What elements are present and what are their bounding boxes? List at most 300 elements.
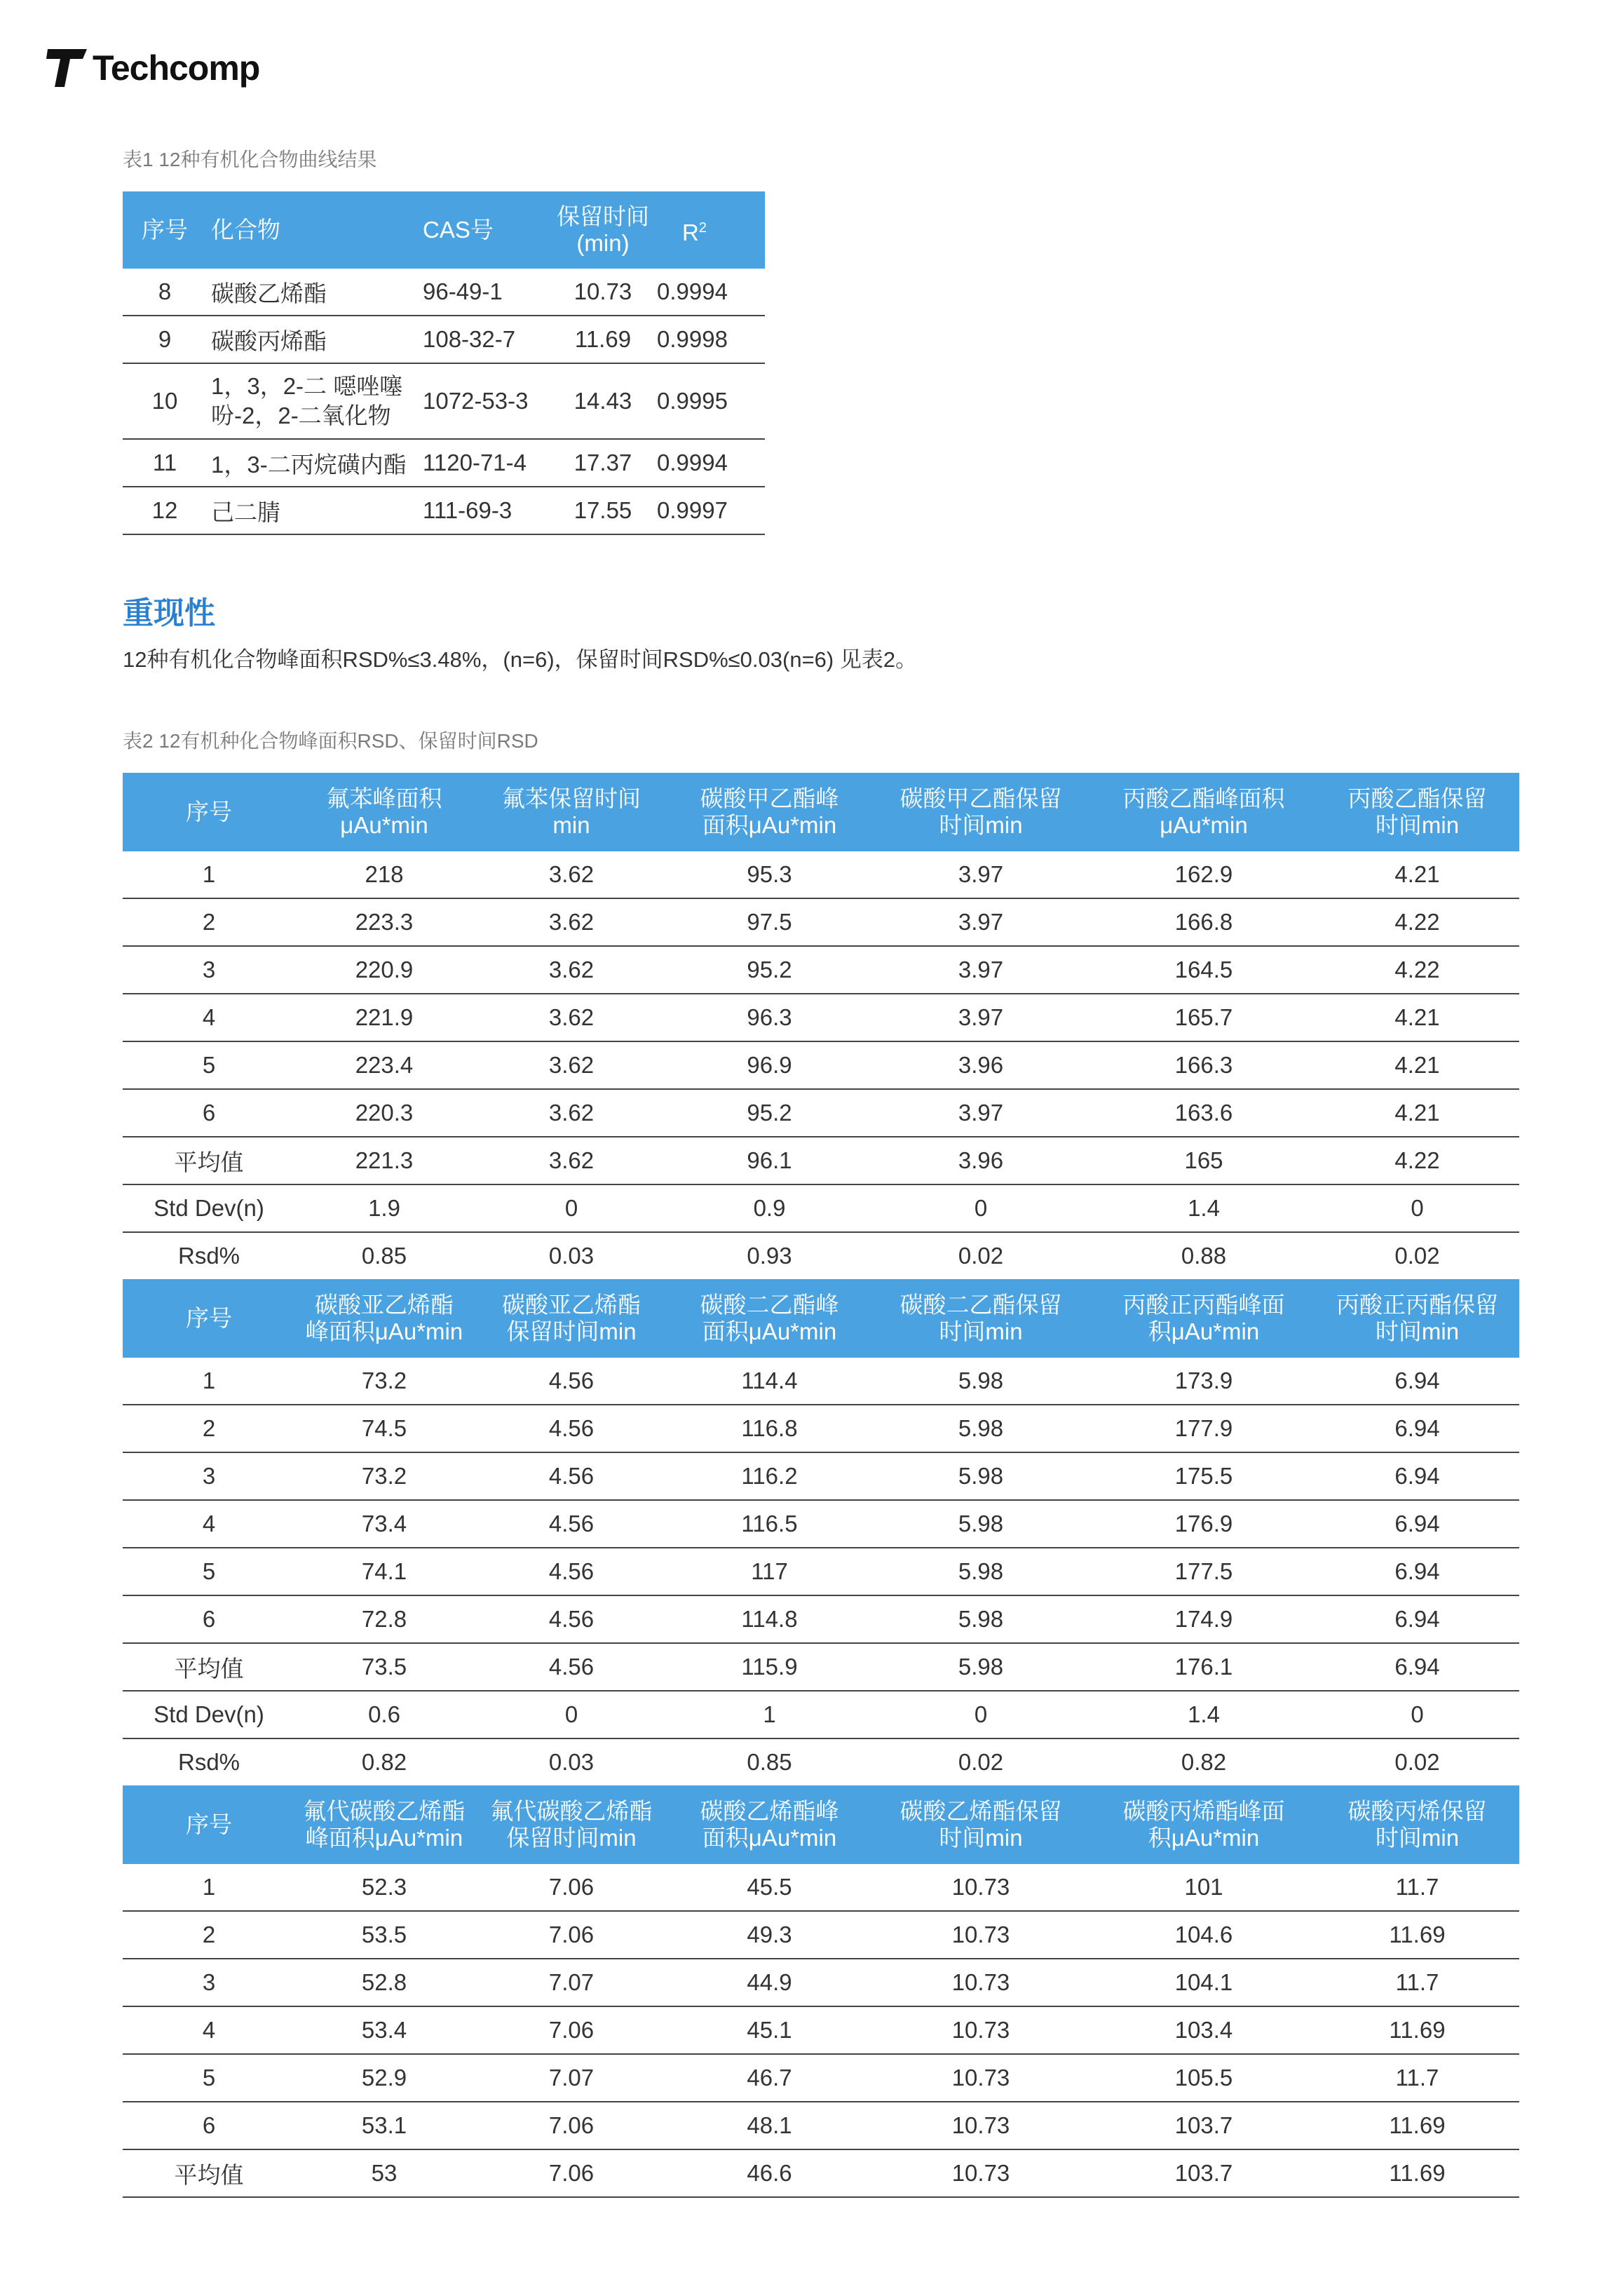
cell-label: Std Dev(n) — [123, 1691, 295, 1738]
cell-value: 11.7 — [1315, 2054, 1519, 2102]
logo-text: Techcomp — [93, 48, 260, 88]
cell-value: 165.7 — [1092, 994, 1315, 1041]
cell-value: 5.98 — [869, 1405, 1092, 1452]
table-row — [123, 1691, 1519, 1738]
cell-value: 223.4 — [295, 1041, 473, 1089]
header-r2-sup: 2 — [698, 220, 707, 236]
cell-label: Rsd% — [177, 1749, 240, 1775]
cell-value: 5.98 — [869, 1452, 1092, 1500]
cell-value: 11.69 — [1315, 2006, 1519, 2054]
table2-header-cell — [869, 773, 1092, 851]
header-line1: 氟代碳酸乙烯酯 — [490, 1798, 653, 1824]
cell-value: 4.56 — [473, 1452, 670, 1500]
cell-value: 46.7 — [670, 2054, 869, 2102]
table2-header-cell — [670, 1785, 869, 1864]
cell-r2: 0.9998 — [656, 316, 765, 363]
header-line1: 碳酸亚乙烯酯 — [315, 1292, 454, 1318]
cell-value: 116.2 — [670, 1452, 869, 1500]
cell-value: 104.1 — [1092, 1959, 1315, 2006]
header-line2: 时间min — [1375, 812, 1460, 838]
table-row — [123, 2102, 1519, 2149]
header-line2: 时间min — [1375, 1825, 1460, 1851]
cell-value: 0 — [1315, 1691, 1519, 1738]
table2-header-cell — [473, 1785, 670, 1864]
cell-value: 163.6 — [1092, 1089, 1315, 1137]
header-no: 序号 — [142, 217, 188, 243]
header-line2: 面积μAu*min — [702, 812, 837, 838]
table2-header-cell — [473, 773, 670, 851]
header-line1: 氟苯峰面积 — [326, 785, 442, 811]
cell-value: 7.06 — [473, 2149, 670, 2197]
cell-value: 174.9 — [1092, 1595, 1315, 1643]
cell-value: 53 — [295, 2149, 473, 2197]
cell-value: 6.94 — [1315, 1643, 1519, 1691]
cell-value: 166.8 — [1092, 898, 1315, 946]
cell-compound: 碳酸乙烯酯 — [207, 269, 417, 316]
cell-value: 3.97 — [869, 1089, 1092, 1137]
header-rt-line2: (min) — [576, 230, 630, 256]
cell-label: 3 — [123, 1959, 295, 2006]
header-line1: 碳酸二乙酯保留 — [899, 1292, 1062, 1318]
cell-value: 3.96 — [869, 1041, 1092, 1089]
cell-value: 52.3 — [295, 1864, 473, 1911]
cell-label: 1 — [123, 1864, 295, 1911]
cell-value: 52.9 — [295, 2054, 473, 2102]
cell-value: 5.98 — [869, 1595, 1092, 1643]
table2-header-cell — [473, 1279, 670, 1358]
cell-value: 4.21 — [1315, 994, 1519, 1041]
table2-header-cell — [1315, 1279, 1519, 1358]
cell-value: 0 — [869, 1691, 1092, 1738]
cell-value: 3.62 — [473, 898, 670, 946]
table-row — [123, 2149, 1519, 2197]
cell-value: 4.21 — [1315, 1089, 1519, 1137]
table-row — [123, 1405, 1519, 1452]
table2-header-cell — [1315, 773, 1519, 851]
table2 — [123, 773, 1519, 2198]
table2-header-cell — [123, 1785, 295, 1864]
cell-value: 73.2 — [295, 1452, 473, 1500]
cell-cas: 1120-71-4 — [417, 439, 550, 487]
cell-value: 101 — [1092, 1864, 1315, 1911]
header-line1: 丙酸乙酯峰面积 — [1122, 785, 1285, 811]
cell-value: 72.8 — [295, 1595, 473, 1643]
cell-value: 6.94 — [1315, 1452, 1519, 1500]
table1-header-row — [123, 191, 765, 269]
header-line2: 时间min — [939, 812, 1023, 838]
techcomp-logo-icon — [46, 46, 88, 90]
cell-value: 164.5 — [1092, 946, 1315, 994]
cell-value: 221.3 — [295, 1137, 473, 1184]
cell-value: 173.9 — [1092, 1358, 1315, 1405]
cell-value: 175.5 — [1092, 1452, 1315, 1500]
cell-rt: 17.55 — [550, 487, 656, 534]
header-line1: 碳酸丙烯酯峰面 — [1122, 1798, 1285, 1824]
table2-header-cell — [869, 1279, 1092, 1358]
cell-label: 4 — [123, 1500, 295, 1548]
cell-label: Std Dev(n) — [123, 1184, 295, 1232]
header-compound: 化合物 — [211, 217, 280, 243]
cell-value: 3.97 — [869, 851, 1092, 898]
table2-header-cell — [1092, 1785, 1315, 1864]
cell-value: 45.5 — [670, 1864, 869, 1911]
cell-value: 3.62 — [473, 851, 670, 898]
table2-header-cell — [123, 773, 295, 851]
cell-value: 176.9 — [1092, 1500, 1315, 1548]
cell-value: 0.88 — [1181, 1243, 1227, 1269]
header-line2: 面积μAu*min — [702, 1825, 837, 1851]
cell-value: 10.73 — [869, 2102, 1092, 2149]
table-row — [123, 1232, 1519, 1279]
cell-value: 3.97 — [869, 898, 1092, 946]
cell-label: 5 — [123, 2054, 295, 2102]
table-row — [123, 1452, 1519, 1500]
header-line2: 峰面积μAu*min — [305, 1825, 463, 1851]
table-row — [123, 1548, 1519, 1595]
cell-value: 73.5 — [295, 1643, 473, 1691]
cell-value: 97.5 — [670, 898, 869, 946]
cell-value: 104.6 — [1092, 1911, 1315, 1959]
cell-value: 10.73 — [869, 1959, 1092, 2006]
cell-value: 10.73 — [869, 1911, 1092, 1959]
header-line1: 丙酸正丙酯峰面 — [1122, 1292, 1285, 1318]
header-line1: 丙酸正丙酯保留 — [1336, 1292, 1498, 1318]
cell-value: 115.9 — [670, 1643, 869, 1691]
cell-label: 2 — [123, 1405, 295, 1452]
cell-rt: 14.43 — [550, 363, 656, 439]
table-row — [123, 2054, 1519, 2102]
cell-compound — [207, 363, 417, 439]
table-row — [123, 316, 765, 363]
table2-header-cell — [1092, 1279, 1315, 1358]
cell-value: 10.73 — [869, 2054, 1092, 2102]
cell-value: 10.73 — [869, 1864, 1092, 1911]
cell-value: 95.2 — [670, 946, 869, 994]
cell-value: 3.62 — [473, 1089, 670, 1137]
table-row — [123, 898, 1519, 946]
header-cas: CAS号 — [423, 217, 494, 243]
cell-value: 114.8 — [670, 1595, 869, 1643]
table2-header-row — [123, 1279, 1519, 1358]
table-row — [123, 439, 765, 487]
cell-value: 45.1 — [670, 2006, 869, 2054]
header-line1: 序号 — [186, 1811, 232, 1837]
cell-value: 0.82 — [361, 1749, 407, 1775]
cell-value: 220.9 — [295, 946, 473, 994]
cell-value: 96.1 — [670, 1137, 869, 1184]
cell-value: 221.9 — [295, 994, 473, 1041]
cell-value: 103.4 — [1092, 2006, 1315, 2054]
table-row — [123, 487, 765, 534]
cell-label: 平均值 — [123, 2149, 295, 2197]
cell-value: 0.02 — [1394, 1749, 1440, 1775]
techcomp-logo — [46, 43, 259, 93]
table-row — [123, 1959, 1519, 2006]
cell-r2: 0.9997 — [656, 487, 765, 534]
table2-header-cell — [1092, 773, 1315, 851]
cell-cas: 1072-53-3 — [417, 363, 550, 439]
cell-value: 44.9 — [670, 1959, 869, 2006]
cell-value: 4.56 — [473, 1358, 670, 1405]
cell-label: 6 — [123, 1089, 295, 1137]
header-line2: μAu*min — [1160, 812, 1248, 838]
cell-value: 1.9 — [295, 1184, 473, 1232]
cell-value: 4.22 — [1315, 898, 1519, 946]
cell-value: 114.4 — [670, 1358, 869, 1405]
cell-no: 9 — [123, 316, 207, 363]
header-line1: 氟代碳酸乙烯酯 — [303, 1798, 466, 1824]
cell-value: 162.9 — [1092, 851, 1315, 898]
cell-value: 5.98 — [869, 1500, 1092, 1548]
cell-label: 6 — [123, 1595, 295, 1643]
table2-header-cell — [670, 1279, 869, 1358]
cell-compound-line2: 吩-2，2-二氧化物 — [211, 403, 391, 428]
cell-value: 53.1 — [295, 2102, 473, 2149]
cell-cas: 96-49-1 — [417, 269, 550, 316]
cell-value: 103.7 — [1092, 2149, 1315, 2197]
cell-label: 平均值 — [123, 1643, 295, 1691]
table-row — [123, 946, 1519, 994]
cell-value: 6.94 — [1315, 1405, 1519, 1452]
cell-value: 3.62 — [473, 1137, 670, 1184]
cell-no: 11 — [123, 439, 207, 487]
cell-no: 8 — [123, 269, 207, 316]
cell-value: 0.85 — [361, 1243, 407, 1269]
cell-label: 1 — [123, 851, 295, 898]
cell-value: 0.02 — [958, 1749, 1004, 1775]
header-r2 — [656, 191, 765, 269]
header-line2: 积μAu*min — [1148, 1825, 1260, 1851]
cell-value: 52.8 — [295, 1959, 473, 2006]
header-line2: μAu*min — [340, 812, 428, 838]
cell-value: 105.5 — [1092, 2054, 1315, 2102]
header-line2: 时间min — [939, 1318, 1023, 1344]
table2-header-cell — [295, 1785, 473, 1864]
cell-value: 3.97 — [869, 946, 1092, 994]
table2-header-cell — [123, 1279, 295, 1358]
cell-value: 7.06 — [473, 2102, 670, 2149]
cell-value: 7.06 — [473, 1864, 670, 1911]
table-row — [123, 851, 1519, 898]
header-rt-line1: 保留时间 — [557, 203, 649, 229]
cell-compound-line1: 1，3，2-二 噁唑噻 — [211, 373, 403, 399]
cell-compound: 碳酸丙烯酯 — [207, 316, 417, 363]
cell-value: 116.5 — [670, 1500, 869, 1548]
table-row — [123, 1643, 1519, 1691]
cell-value: 5.98 — [869, 1548, 1092, 1595]
cell-value: 11.69 — [1315, 2149, 1519, 2197]
table-row — [123, 269, 765, 316]
cell-value: 166.3 — [1092, 1041, 1315, 1089]
table2-caption: 表2 12有机种化合物峰面积RSD、保留时间RSD — [123, 730, 538, 752]
cell-value: 10.73 — [869, 2006, 1092, 2054]
cell-value: 0 — [473, 1184, 670, 1232]
cell-value: 53.5 — [295, 1911, 473, 1959]
cell-value: 0.82 — [1181, 1749, 1227, 1775]
cell-value: 11.69 — [1315, 1911, 1519, 1959]
cell-value: 95.3 — [670, 851, 869, 898]
table-row — [123, 1738, 1519, 1785]
cell-value: 220.3 — [295, 1089, 473, 1137]
cell-value: 6.94 — [1315, 1358, 1519, 1405]
header-line1: 丙酸乙酯保留 — [1347, 785, 1487, 811]
cell-rt: 10.73 — [550, 269, 656, 316]
cell-cas: 111-69-3 — [417, 487, 550, 534]
header-line1: 碳酸乙烯酯保留 — [899, 1798, 1062, 1824]
table2-header-row — [123, 773, 1519, 851]
table-row — [123, 363, 765, 439]
cell-cas: 108-32-7 — [417, 316, 550, 363]
table-row — [123, 1089, 1519, 1137]
table-row — [123, 1184, 1519, 1232]
table2-header-cell — [1315, 1785, 1519, 1864]
section-body: 12种有机化合物峰面积RSD%≤3.48%，(n=6)，保留时间RSD%≤0.03(n=6) 见表2。 — [123, 647, 918, 672]
header-line2: 时间min — [939, 1825, 1023, 1851]
cell-value: 177.5 — [1092, 1548, 1315, 1595]
cell-value: 6.94 — [1315, 1548, 1519, 1595]
cell-value: 0 — [869, 1184, 1092, 1232]
cell-value: 4.56 — [473, 1643, 670, 1691]
cell-value: 53.4 — [295, 2006, 473, 2054]
cell-value: 0.02 — [958, 1243, 1004, 1269]
cell-value: 4.21 — [1315, 851, 1519, 898]
cell-value: 5.98 — [869, 1643, 1092, 1691]
cell-value: 1.4 — [1092, 1691, 1315, 1738]
cell-value: 4.22 — [1315, 946, 1519, 994]
cell-value: 5.98 — [869, 1358, 1092, 1405]
cell-label: 5 — [123, 1548, 295, 1595]
header-line1: 碳酸乙烯酯峰 — [700, 1798, 839, 1824]
header-line1: 碳酸甲乙酯保留 — [899, 785, 1062, 811]
cell-label: 6 — [123, 2102, 295, 2149]
table2-header-cell — [869, 1785, 1092, 1864]
cell-value: 11.7 — [1315, 1959, 1519, 2006]
cell-value: 11.7 — [1315, 1864, 1519, 1911]
cell-value: 176.1 — [1092, 1643, 1315, 1691]
cell-r2: 0.9994 — [656, 439, 765, 487]
cell-label: 3 — [123, 1452, 295, 1500]
cell-label: 4 — [123, 2006, 295, 2054]
header-line2: min — [552, 812, 590, 838]
cell-r2: 0.9995 — [656, 363, 765, 439]
table-row — [123, 1358, 1519, 1405]
cell-r2: 0.9994 — [656, 269, 765, 316]
cell-value: 96.3 — [670, 994, 869, 1041]
cell-rt: 11.69 — [550, 316, 656, 363]
table-row — [123, 2006, 1519, 2054]
table1 — [123, 191, 765, 535]
cell-value: 0.03 — [548, 1749, 595, 1775]
header-line1: 碳酸亚乙烯酯 — [502, 1292, 641, 1318]
header-line1: 序号 — [186, 799, 232, 825]
cell-value: 4.56 — [473, 1595, 670, 1643]
cell-label: Rsd% — [177, 1243, 240, 1269]
cell-value: 46.6 — [670, 2149, 869, 2197]
cell-label: 4 — [123, 994, 295, 1041]
cell-label: 2 — [123, 1911, 295, 1959]
cell-value: 0.9 — [670, 1184, 869, 1232]
table2-header-cell — [295, 773, 473, 851]
cell-value: 11.69 — [1315, 2102, 1519, 2149]
table-row — [123, 1137, 1519, 1184]
cell-value: 73.4 — [295, 1500, 473, 1548]
cell-value: 74.5 — [295, 1405, 473, 1452]
table-row — [123, 1041, 1519, 1089]
cell-value: 3.62 — [473, 994, 670, 1041]
cell-value: 0.85 — [747, 1749, 792, 1775]
table2-header-cell — [670, 773, 869, 851]
table-row — [123, 1911, 1519, 1959]
cell-value: 4.56 — [473, 1405, 670, 1452]
cell-label: 2 — [123, 898, 295, 946]
table2-header-row — [123, 1785, 1519, 1864]
cell-value: 6.94 — [1315, 1595, 1519, 1643]
cell-value: 103.7 — [1092, 2102, 1315, 2149]
cell-value: 0 — [1315, 1184, 1519, 1232]
cell-value: 4.56 — [473, 1548, 670, 1595]
cell-value: 7.07 — [473, 1959, 670, 2006]
section-title: 重现性 — [123, 596, 215, 630]
cell-value: 6.94 — [1315, 1500, 1519, 1548]
header-line2: 面积μAu*min — [702, 1318, 837, 1344]
cell-compound: 己二腈 — [207, 487, 417, 534]
header-line2: 积μAu*min — [1148, 1318, 1260, 1344]
cell-value: 0 — [473, 1691, 670, 1738]
cell-value: 3.97 — [869, 994, 1092, 1041]
cell-value: 3.62 — [473, 946, 670, 994]
cell-value: 177.9 — [1092, 1405, 1315, 1452]
table-row — [123, 1500, 1519, 1548]
table-row — [123, 994, 1519, 1041]
cell-value: 3.96 — [869, 1137, 1092, 1184]
cell-value: 4.56 — [473, 1500, 670, 1548]
cell-compound: 1，3-二丙烷磺内酯 — [207, 439, 417, 487]
cell-value: 0.93 — [747, 1243, 792, 1269]
header-line1: 碳酸甲乙酯峰 — [700, 785, 839, 811]
cell-value: 7.06 — [473, 2006, 670, 2054]
header-line2: 峰面积μAu*min — [305, 1318, 463, 1344]
header-line1: 序号 — [186, 1305, 232, 1331]
cell-no: 12 — [123, 487, 207, 534]
cell-value: 116.8 — [670, 1405, 869, 1452]
cell-value: 223.3 — [295, 898, 473, 946]
table-row — [123, 1864, 1519, 1911]
cell-value: 4.21 — [1315, 1041, 1519, 1089]
cell-value: 1 — [670, 1691, 869, 1738]
table1-caption: 表1 12种有机化合物曲线结果 — [123, 149, 377, 170]
cell-label: 平均值 — [123, 1137, 295, 1184]
cell-value: 3.62 — [473, 1041, 670, 1089]
header-line2: 时间min — [1375, 1318, 1460, 1344]
cell-value: 73.2 — [295, 1358, 473, 1405]
cell-value: 0.02 — [1394, 1243, 1440, 1269]
cell-value: 7.06 — [473, 1911, 670, 1959]
cell-value: 218 — [295, 851, 473, 898]
cell-value: 0.6 — [295, 1691, 473, 1738]
cell-value: 7.07 — [473, 2054, 670, 2102]
cell-value: 4.22 — [1315, 1137, 1519, 1184]
header-line1: 氟苯保留时间 — [502, 785, 641, 811]
cell-value: 49.3 — [670, 1911, 869, 1959]
cell-rt: 17.37 — [550, 439, 656, 487]
table2-header-cell — [295, 1279, 473, 1358]
cell-value: 95.2 — [670, 1089, 869, 1137]
cell-value: 48.1 — [670, 2102, 869, 2149]
cell-value: 165 — [1092, 1137, 1315, 1184]
header-line1: 碳酸丙烯保留 — [1347, 1798, 1487, 1824]
header-retention-time — [550, 191, 656, 269]
header-r2-text: R — [682, 219, 699, 245]
